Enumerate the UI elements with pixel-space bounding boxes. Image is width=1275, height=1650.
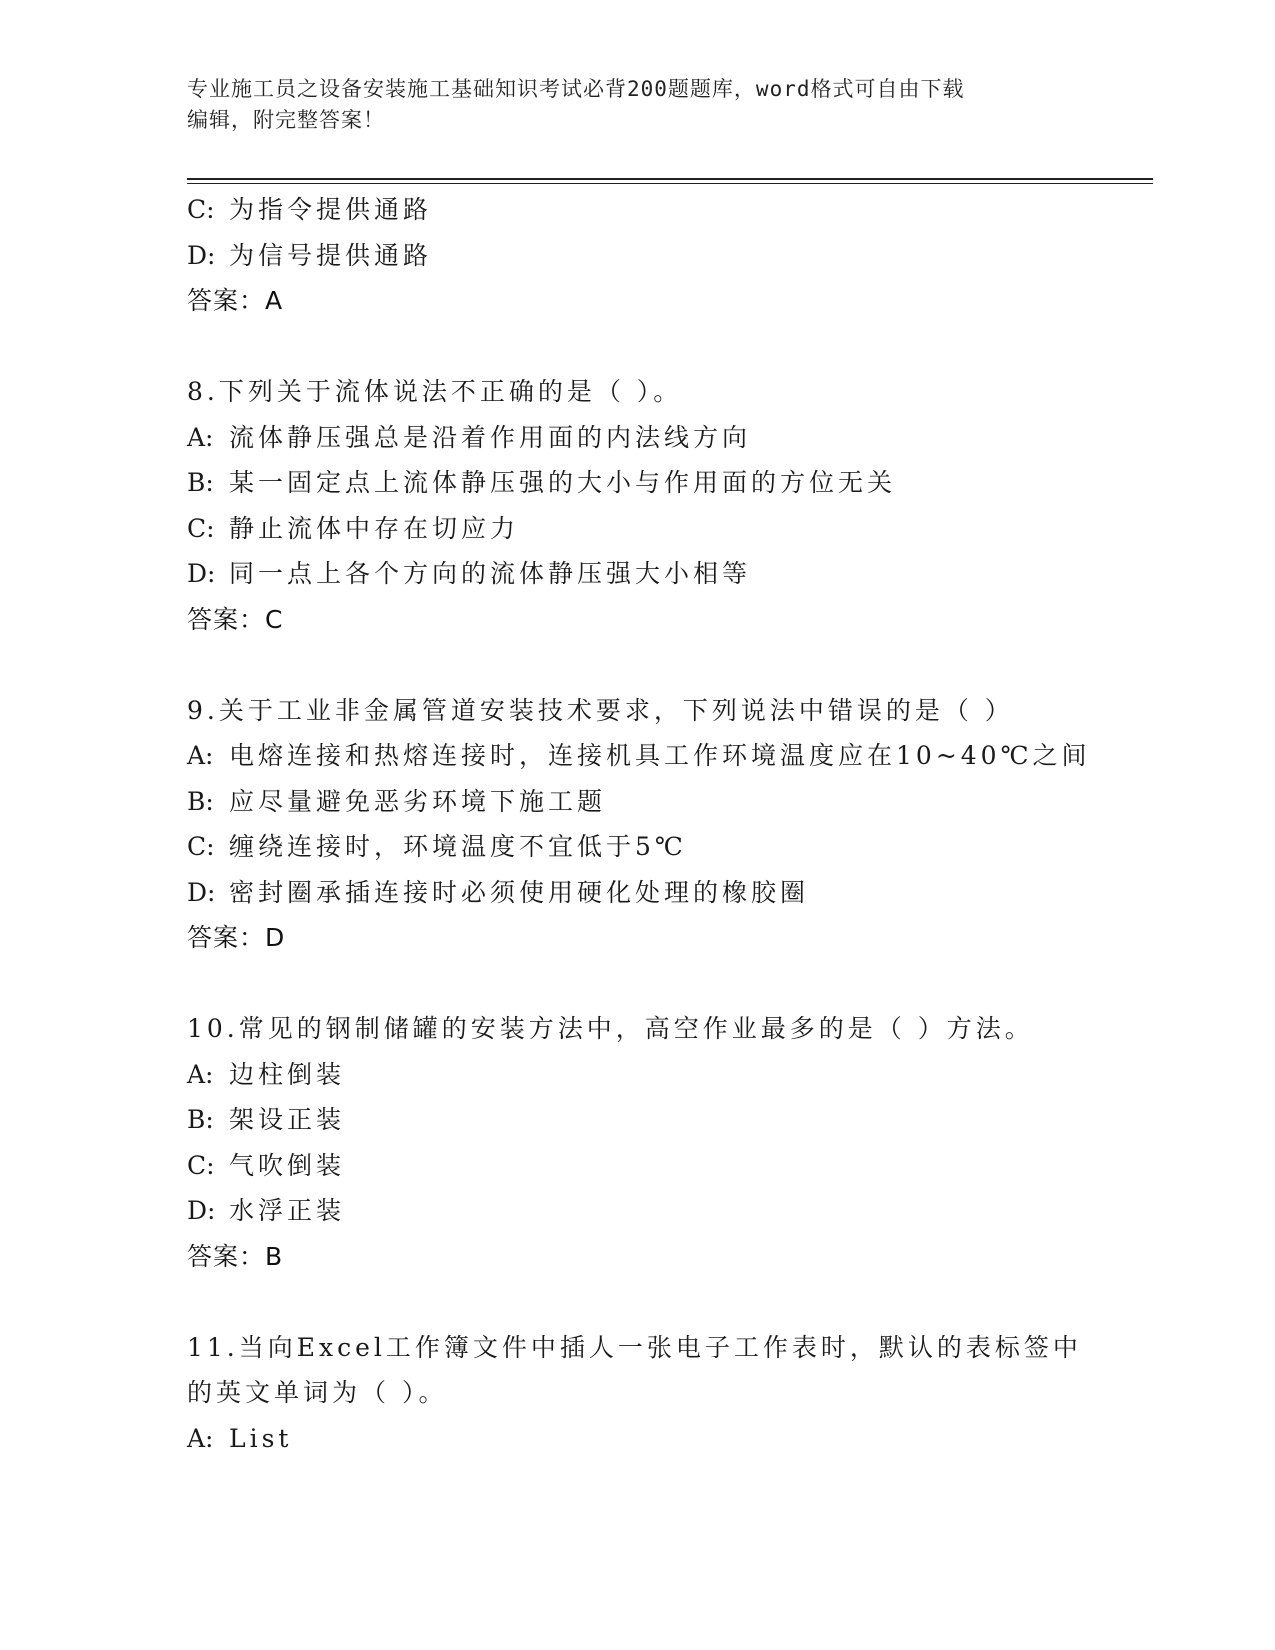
header-rule-thin — [187, 183, 1153, 184]
option-a: A: 电熔连接和热熔连接时，连接机具工作环境温度应在10~40℃之间 — [187, 741, 1091, 770]
header-title-line-1: 专业施工员之设备安装施工基础知识考试必背200题题库，word格式可自由下载 — [187, 77, 965, 101]
option-a: A: 边柱倒装 — [187, 1059, 346, 1089]
header-rule-thick — [187, 178, 1153, 180]
answer-line: 答案：A — [187, 286, 284, 315]
question-stem: 8.下列关于流体说法不正确的是（ ）。 — [187, 377, 683, 406]
option-d: D: 同一点上各个方向的流体静压强大小相等 — [187, 559, 752, 588]
option-c: C: 为指令提供通路 — [187, 195, 433, 224]
question-10-block — [187, 1006, 1117, 1279]
option-d: D: 为信号提供通路 — [187, 240, 433, 270]
question-11-block — [187, 1325, 1117, 1462]
answer-line: 答案：D — [187, 923, 286, 952]
prev-question-block — [187, 187, 1117, 324]
page-header — [187, 74, 1067, 136]
question-9-block — [187, 688, 1117, 961]
option-a: A: 流体静压强总是沿着作用面的内法线方向 — [187, 422, 752, 452]
option-d: D: 密封圈承插连接时必须使用硬化处理的橡胶圈 — [187, 877, 810, 907]
answer-line: 答案：B — [187, 1241, 284, 1271]
option-a: A: List — [187, 1423, 293, 1453]
question-8-block — [187, 369, 1117, 642]
answer-line: 答案：C — [187, 604, 284, 634]
option-b: B: 架设正装 — [187, 1105, 346, 1134]
question-stem-line-1: 11.当向Excel工作簿文件中插人一张电子工作表时，默认的表标签中 — [187, 1332, 1082, 1362]
option-c: C: 静止流体中存在切应力 — [187, 513, 520, 543]
option-b: B: 应尽量避免恶劣环境下施工题 — [187, 786, 607, 816]
option-c: C: 气吹倒装 — [187, 1150, 346, 1180]
question-content — [187, 187, 1117, 1461]
option-d: D: 水浮正装 — [187, 1196, 346, 1225]
option-b: B: 某一固定点上流体静压强的大小与作用面的方位无关 — [187, 468, 897, 497]
question-stem: 10.常见的钢制储罐的安装方法中，高空作业最多的是（ ）方法。 — [187, 1014, 1034, 1043]
question-stem-line-2: 的英文单词为（ ）。 — [187, 1378, 448, 1407]
option-c: C: 缠绕连接时，环境温度不宜低于5℃ — [187, 832, 687, 861]
question-stem: 9.关于工业非金属管道安装技术要求，下列说法中错误的是（ ） — [187, 695, 1014, 725]
header-title-line-2: 编辑，附完整答案！ — [187, 108, 385, 132]
